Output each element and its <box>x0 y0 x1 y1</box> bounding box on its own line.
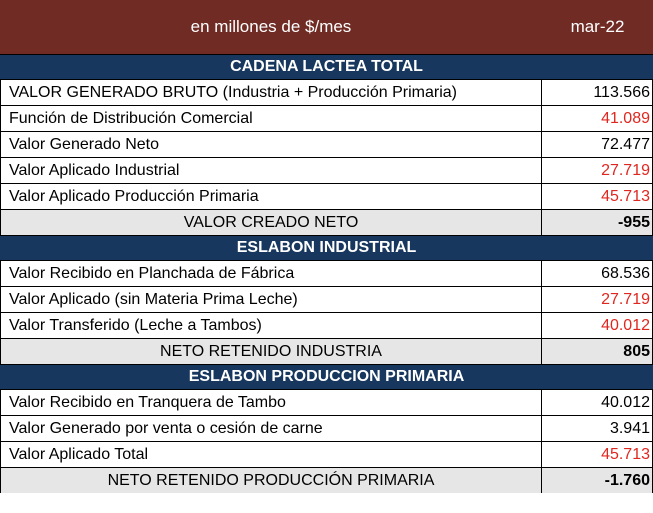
table-body <box>0 54 653 493</box>
row-value: 41.089 <box>542 106 653 131</box>
total-label: VALOR CREADO NETO <box>0 210 542 235</box>
total-value: 805 <box>542 339 653 364</box>
row-label: VALOR GENERADO BRUTO (Industria + Producción Primaria) <box>0 80 542 105</box>
row-value: 68.536 <box>542 261 653 286</box>
total-row <box>0 338 653 364</box>
row-label: Función de Distribución Comercial <box>0 106 542 131</box>
row-label: Valor Generado por venta o cesión de carne <box>0 416 542 441</box>
table-row <box>0 157 653 183</box>
section-header: ESLABON INDUSTRIAL <box>0 235 653 260</box>
row-value: 45.713 <box>542 184 653 209</box>
table-row <box>0 441 653 467</box>
row-label: Valor Aplicado (sin Materia Prima Leche) <box>0 287 542 312</box>
units-label: en millones de $/mes <box>190 17 352 36</box>
row-label: Valor Transferido (Leche a Tambos) <box>0 313 542 338</box>
table-row <box>0 286 653 312</box>
total-label: NETO RETENIDO PRODUCCIÓN PRIMARIA <box>0 468 542 493</box>
row-label: Valor Recibido en Planchada de Fábrica <box>0 261 542 286</box>
row-value: 27.719 <box>542 287 653 312</box>
section-header: CADENA LACTEA TOTAL <box>0 54 653 79</box>
total-row <box>0 467 653 493</box>
table-row <box>0 79 653 105</box>
row-value: 3.941 <box>542 416 653 441</box>
row-label: Valor Generado Neto <box>0 132 542 157</box>
row-label: Valor Aplicado Total <box>0 442 542 467</box>
table-row <box>0 415 653 441</box>
table-header <box>0 0 653 54</box>
total-value: -955 <box>542 210 653 235</box>
section-header: ESLABON PRODUCCION PRIMARIA <box>0 364 653 389</box>
row-value: 27.719 <box>542 158 653 183</box>
row-value: 45.713 <box>542 442 653 467</box>
row-value: 40.012 <box>542 390 653 415</box>
row-value: 113.566 <box>542 80 653 105</box>
total-row <box>0 209 653 235</box>
row-label: Valor Aplicado Producción Primaria <box>0 184 542 209</box>
table-row <box>0 105 653 131</box>
row-value: 72.477 <box>542 132 653 157</box>
row-label: Valor Aplicado Industrial <box>0 158 542 183</box>
table-row <box>0 131 653 157</box>
row-label: Valor Recibido en Tranquera de Tambo <box>0 390 542 415</box>
row-value: 40.012 <box>542 313 653 338</box>
table-row <box>0 389 653 415</box>
total-value: -1.760 <box>542 468 653 493</box>
table-row <box>0 260 653 286</box>
period-label: mar-22 <box>570 17 625 36</box>
table-row <box>0 312 653 338</box>
total-label: NETO RETENIDO INDUSTRIA <box>0 339 542 364</box>
table-row <box>0 183 653 209</box>
